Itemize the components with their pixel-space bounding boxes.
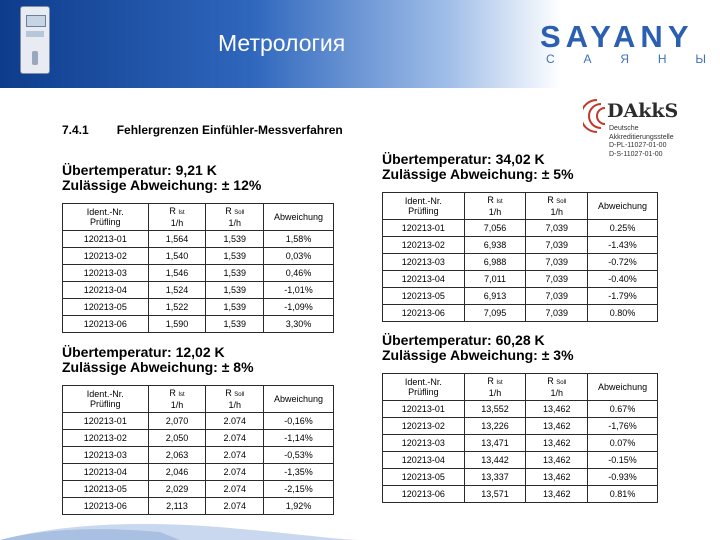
- table-row: 120213-05 6,913 7,039 -1.79%: [383, 288, 658, 305]
- table-row: 120213-04 1,524 1,539 -1,01%: [63, 282, 334, 299]
- table-row: 120213-03 2,063 2.074 -0,53%: [63, 447, 334, 464]
- table-row: 120213-03 6,988 7,039 -0.72%: [383, 254, 658, 271]
- table-row: 120213-05 2,029 2.074 -2,15%: [63, 481, 334, 498]
- slide-header: [0, 0, 720, 88]
- tolerance-label: Zulässige Abweichung: ± 3%: [382, 347, 574, 363]
- col-header-deviation: Abweichung: [588, 193, 658, 220]
- tolerance-label: Zulässige Abweichung: ± 8%: [62, 359, 254, 375]
- section-title: Fehlergrenzen Einfühler-Messverfahren: [116, 123, 343, 137]
- table-row: 120213-04 13,442 13,462 -0.15%: [383, 452, 658, 469]
- col-header-r-ist: R Ist 1/h: [148, 386, 206, 413]
- dakks-arcs-icon: [583, 96, 607, 136]
- table-row: 120213-01 2,070 2.074 -0,16%: [63, 413, 334, 430]
- dakks-details: Deutsche Akkreditierungsstelle D-PL-11027-01-00 D-S-11027-01-00: [609, 125, 674, 158]
- table-row: 120213-06 1,590 1,539 3,30%: [63, 316, 334, 333]
- col-header-r-soll: R Soll 1/h: [526, 374, 588, 401]
- table-row: 120213-05 1,522 1,539 -1,09%: [63, 299, 334, 316]
- table-row: 120213-01 7,056 7,039 0.25%: [383, 220, 658, 237]
- overtemperature-label: Übertemperatur: 9,21 K: [62, 162, 217, 178]
- col-header-r-soll: R Soll 1/h: [206, 204, 264, 231]
- col-header-deviation: Abweichung: [264, 386, 334, 413]
- col-header-r-soll: R Soll 1/h: [526, 193, 588, 220]
- table-row: 120213-06 2,113 2.074 1,92%: [63, 498, 334, 515]
- col-header-r-ist: R Ist 1/h: [148, 204, 206, 231]
- col-header-ident: Ident.-Nr. Prüfling: [63, 386, 149, 413]
- table-row: 120213-01 1,564 1,539 1,58%: [63, 231, 334, 248]
- measurement-table: [62, 203, 334, 333]
- col-header-ident: Ident.-Nr. Prüfling: [63, 204, 149, 231]
- col-header-r-ist: R Ist 1/h: [464, 193, 526, 220]
- table-row: 120213-01 13,552 13,462 0.67%: [383, 401, 658, 418]
- section-heading: [62, 123, 343, 137]
- table-row: 120213-05 13,337 13,462 -0.93%: [383, 469, 658, 486]
- measurement-block-4: [382, 333, 658, 503]
- meter-device-icon: [20, 6, 50, 74]
- table-row: 120213-02 2,050 2.074 -1,14%: [63, 430, 334, 447]
- table-row: 120213-04 2,046 2.074 -1,35%: [63, 464, 334, 481]
- table-row: 120213-06 13,571 13,462 0.81%: [383, 486, 658, 503]
- col-header-deviation: Abweichung: [264, 204, 334, 231]
- overtemperature-label: Übertemperatur: 60,28 K: [382, 332, 545, 348]
- table-row: 120213-04 7,011 7,039 -0.40%: [383, 271, 658, 288]
- dakks-name: DAkkS: [607, 100, 679, 122]
- overtemperature-label: Übertemperatur: 12,02 K: [62, 344, 225, 360]
- sayany-logo: SAYANY: [540, 19, 694, 54]
- table-row: 120213-02 6,938 7,039 -1.43%: [383, 237, 658, 254]
- tolerance-label: Zulässige Abweichung: ± 12%: [62, 177, 262, 193]
- measurement-block-3: [62, 345, 334, 515]
- measurement-table: [382, 373, 658, 503]
- table-row: 120213-03 13,471 13,462 0.07%: [383, 435, 658, 452]
- col-header-r-soll: R Soll 1/h: [206, 386, 264, 413]
- col-header-deviation: Abweichung: [588, 374, 658, 401]
- overtemperature-label: Übertemperatur: 34,02 K: [382, 151, 545, 167]
- table-row: 120213-02 1,540 1,539 0,03%: [63, 248, 334, 265]
- table-row: 120213-03 1,546 1,539 0,46%: [63, 265, 334, 282]
- measurement-table: [382, 192, 658, 322]
- sayany-logo-subtitle: С А Я Н Ы: [546, 52, 706, 66]
- measurement-block-1: [62, 163, 334, 333]
- col-header-ident: Ident.-Nr. Prüfling: [383, 374, 465, 401]
- slide-title: Метрология: [218, 30, 346, 56]
- table-row: 120213-06 7,095 7,039 0.80%: [383, 305, 658, 322]
- section-number: 7.4.1: [62, 123, 89, 137]
- measurement-table: [62, 385, 334, 515]
- col-header-r-ist: R Ist 1/h: [464, 374, 526, 401]
- footer-swoosh: [0, 518, 720, 540]
- col-header-ident: Ident.-Nr. Prüfling: [383, 193, 465, 220]
- tolerance-label: Zulässige Abweichung: ± 5%: [382, 166, 574, 182]
- measurement-block-2: [382, 152, 658, 322]
- table-row: 120213-02 13,226 13,462 -1,76%: [383, 418, 658, 435]
